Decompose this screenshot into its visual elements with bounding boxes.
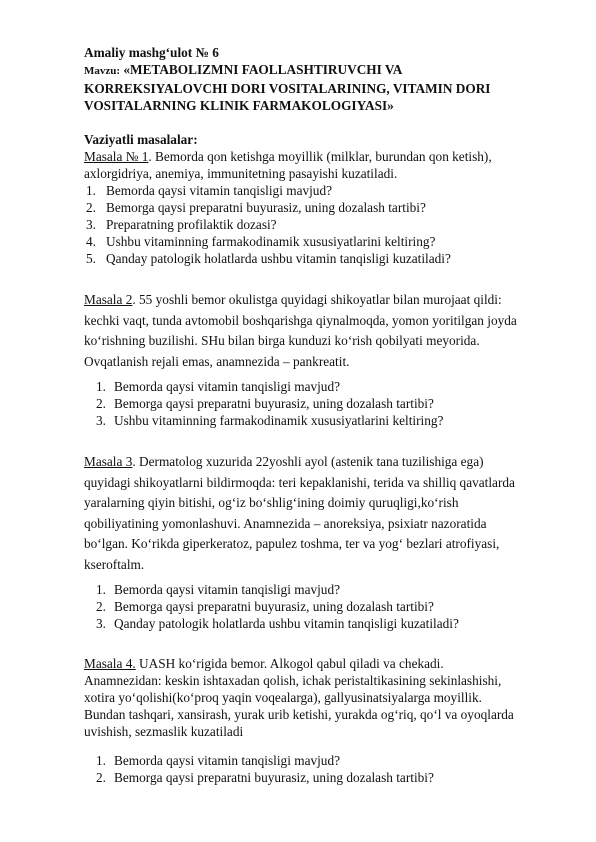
question-item: 2. Bemorga qaysi preparatni buyurasiz, uning dozalash tartibi? (96, 599, 434, 614)
task-2-text-line: Masala 2. 55 yoshli bemor okulistga quyidagi shikoyatlar bilan murojaat qildi: (84, 292, 502, 307)
task-2 (84, 290, 554, 429)
question-item: 1. Bemorda qaysi vitamin tanqisligi mavjud? (96, 753, 341, 768)
question-item: 5. Qanday patologik holatlarda ushbu vitamin tanqisligi kuzatiladi? (86, 251, 451, 266)
task-4-text-line: Bundan tashqari, xansirash, yurak urib ketishi, yurakda og‘riq, qo‘l va oyoqlarda (84, 707, 514, 722)
question-item: 3. Preparatning profilaktik dozasi? (86, 217, 277, 232)
task-3-text-line: quyidagi shikoyatlarni bildirmoqda: teri kepaklanishi, terida va shilliq qavatlarda (84, 474, 515, 490)
question-item: 2. Bemorga qaysi preparatni buyurasiz, uning dozalash tartibi? (96, 396, 434, 411)
task-4-label: Masala 4. (84, 656, 136, 671)
section-title: Vaziyatli masalalar: (84, 132, 198, 147)
question-item: 2. Bemorga qaysi preparatni buyurasiz, uning dozalash tartibi? (96, 770, 434, 785)
topic-line-1: Mavzu: «METABOLIZMNI FAOLLASHTIRUVCHI VA (84, 62, 403, 77)
task-3-text-line: yaralarning qiyin bitishi, og‘iz bo‘shlig‘ining doimiy quruqligi,ko‘rish (84, 495, 459, 510)
topic-label: Mavzu: (84, 65, 121, 77)
task-3-questions (84, 581, 554, 632)
task-4-questions (84, 752, 554, 786)
task-4-text-line: uvishish, sezmaslik kuzatiladi (84, 724, 244, 739)
question-item: 1. Bemorda qaysi vitamin tanqisligi mavjud? (96, 582, 341, 597)
task-3-text-line: qobiliyatining yomonlashuvi. Anamnezida – anoreksiya, psixiatr nazoratida (84, 515, 487, 531)
task-4-text-line: Masala 4. UASH ko‘rigida bemor. Alkogol qabul qiladi va chekadi. (84, 656, 444, 671)
task-1-text-line: axlorgidriya, anemiya, immunitetning pasayishi kuzatiladi. (84, 166, 398, 181)
task-1-label: Masala № 1 (84, 149, 149, 164)
task-4-text-line: xotira yo‘qolishi(ko‘proq yaqin voqealarga), gallyusinatsiyalarga moyillik. (84, 690, 482, 705)
page-title: Amaliy mashg‘ulot № 6 (84, 45, 219, 60)
question-item: 3. Ushbu vitaminning farmakodinamik xususiyatlarini keltiring? (96, 413, 444, 428)
task-2-label: Masala 2 (84, 292, 133, 307)
task-3-text-line: kseroftalm. (84, 556, 145, 572)
question-item: 1. Bemorda qaysi vitamin tanqisligi mavjud? (96, 379, 341, 394)
document-page (84, 44, 554, 786)
task-1 (84, 148, 554, 267)
question-item: 2. Bemorga qaysi preparatni buyurasiz, uning dozalash tartibi? (86, 200, 426, 215)
task-4 (84, 655, 554, 786)
task-4-text-line: Anamnezidan: keskin ishtaxadan qolish, ichak peristaltikasining sekinlashishi, (84, 673, 502, 688)
task-2-questions (84, 378, 554, 429)
task-2-text-line: Ovqatlanish rejali emas, anamnezida – pankreatit. (84, 353, 350, 369)
task-3 (84, 452, 554, 632)
task-2-text-line: kechki vaqt, tunda avtomobil boshqarishga qiynalmoqda, yomon yoritilgan joyda (84, 312, 517, 328)
task-3-text-line: bo‘lgan. Ko‘rikda giperkeratoz, papulez toshma, ter va yog‘ bezlari atrofiyasi, (84, 536, 500, 551)
task-1-questions (84, 182, 554, 267)
task-3-text-line: Masala 3. Dermatolog xuzurida 22yoshli ayol (astenik tana tuzilishiga ega) (84, 454, 484, 469)
task-2-text-line: ko‘rishning buzilishi. SHu bilan birga kunduzi ko‘rish qobilyati meyorida. (84, 333, 480, 348)
topic-line-2: KORREKSIYALOVCHI DORI VOSITALARINING, VITAMIN DORI (84, 81, 491, 96)
question-item: 1. Bemorda qaysi vitamin tanqisligi mavjud? (86, 183, 333, 198)
question-item: 4. Ushbu vitaminning farmakodinamik xususiyatlarini keltiring? (86, 234, 436, 249)
topic-line-3: VOSITALARNING KLINIK FARMAKOLOGIYASI» (84, 98, 394, 113)
task-1-text-line: Masala № 1. Bemorda qon ketishga moyillik (milklar, burundan qon ketish), (84, 149, 492, 164)
question-item: 3. Qanday patologik holatlarda ushbu vitamin tanqisligi kuzatiladi? (96, 616, 459, 631)
task-3-label: Masala 3 (84, 454, 133, 469)
